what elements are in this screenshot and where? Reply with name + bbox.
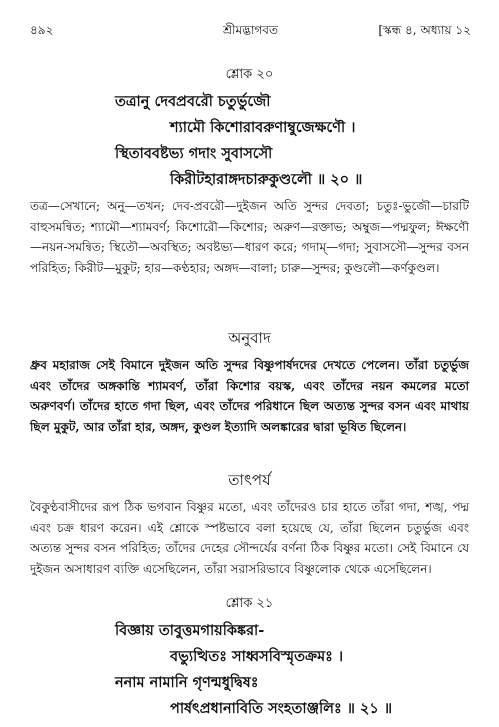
section-reference: [স্কন্ধ ৪, অধ্যায় ১২ [378, 23, 471, 37]
verse-20-line-1: তত্রানু দেবপ্রবরৌ চতুর্ভুজৌ [115, 93, 271, 110]
purport-heading: তাৎপর্য [228, 471, 271, 489]
verse-21-line-1: বিজ্ঞায় তাবুত্তমগায়কিঙ্করা- [115, 622, 265, 639]
word-meanings: তত্র—সেখানে; অনু—তখন; দেব-প্রবরৌ—দুইজন অতি সুন্দর দেবতা; চতুঃ-ভুজৌ—চারটি বাহুসমন্বিত; শ্যামৌ—শ্যামবর্ণ; কিশোরৌ—কিশোর; অরুণ—রক্তাভ; অম্বুজ—পদ্মফুল; ঈক্ষণৌ—নয়ন-সমন্বিত; স্থিতৌ—অবস্থিত; অবষ্টভ্য—ধারণ করে; গদাম্—গদা; সুবাসসৌ—সুন্দর বসন পরিহিত; কিরীট—মুকুট; হার—কণ্ঠহার; অঙ্গদ—বালা; চারু—সুন্দর; কুণ্ডলৌ—কর্ণকুণ্ডল। [30, 199, 469, 275]
translation-heading: অনুবাদ [228, 329, 271, 347]
purport-text: বৈকুণ্ঠবাসীদের রূপ ঠিক ভগবান বিষ্ণুর মতো, এবং তাঁদেরও চার হাতে তাঁরা গদা, শঙ্খ, পদ্ম এবং চক্র ধারণ করেন। এই শ্লোকে স্পষ্টভাবে বলা হয়েছে যে, তাঁরা ছিলেন চতুর্ভুজ এবং অত্যন্ত সুন্দর বসন পরিহিত; তাঁদের দেহের সৌন্দর্যের বর্ণনা ঠিক বিষ্ণুর মতো। সেই বিমানে যে দুইজন অসাধারণ ব্যক্তি এসেছিলেন, তাঁরা সরাসরিভাবে বিষ্ণুলোক থেকে এসেছিলেন। [30, 500, 469, 576]
page-number: ৪৯২ [30, 23, 54, 37]
verse-21-line-2: বভ্যুত্থিতঃ সাধ্বসবিস্মৃতক্রমঃ । [170, 648, 344, 665]
verse-20-heading: শ্লোক ২০ [225, 67, 274, 82]
verse-20-line-2: শ্যামৌ কিশোরাবরুণাম্বুজেক্ষণৌ । [170, 119, 356, 136]
page-header [30, 22, 471, 42]
verse-21-line-4: পার্ষৎপ্রধানাবিতি সংহতাঞ্জলিঃ ॥ ২১ ॥ [170, 700, 393, 717]
translation-text: ধ্রুব মহারাজ সেই বিমানে দুইজন অতি সুন্দর বিষ্ণুপার্ষদদের দেখতে পেলেন। তাঁরা চতুর্ভুজ এবং তাঁদের অঙ্গকান্তি শ্যামবর্ণ, তাঁরা কিশোর বয়স্ক, এবং তাঁদের নয়ন কমলের মতো অরুণবর্ণ। তাঁদের হাতে গদা ছিল, এবং তাঁদের পরিধানে ছিল অত্যন্ত সুন্দর বসন এবং মাথায় ছিল মুকুট, আর তাঁরা হার, অঙ্গদ, কুণ্ডল ইত্যাদি অলঙ্কারের দ্বারা ভূষিত ছিলেন। [30, 358, 469, 434]
verse-21-heading: শ্লোক ২১ [225, 596, 274, 611]
book-title: শ্রীমদ্ভাগবত [222, 23, 278, 37]
verse-21-line-3: ননাম নামানি গৃণন্মধুদ্বিষঃ [115, 674, 259, 691]
verse-20-line-3: স্থিতাববষ্টভ্য গদাং সুবাসসৌ [115, 145, 273, 162]
verse-20-line-4: কিরীটহারাঙ্গদচারুকুণ্ডলৌ ॥ ২০ ॥ [170, 171, 363, 188]
